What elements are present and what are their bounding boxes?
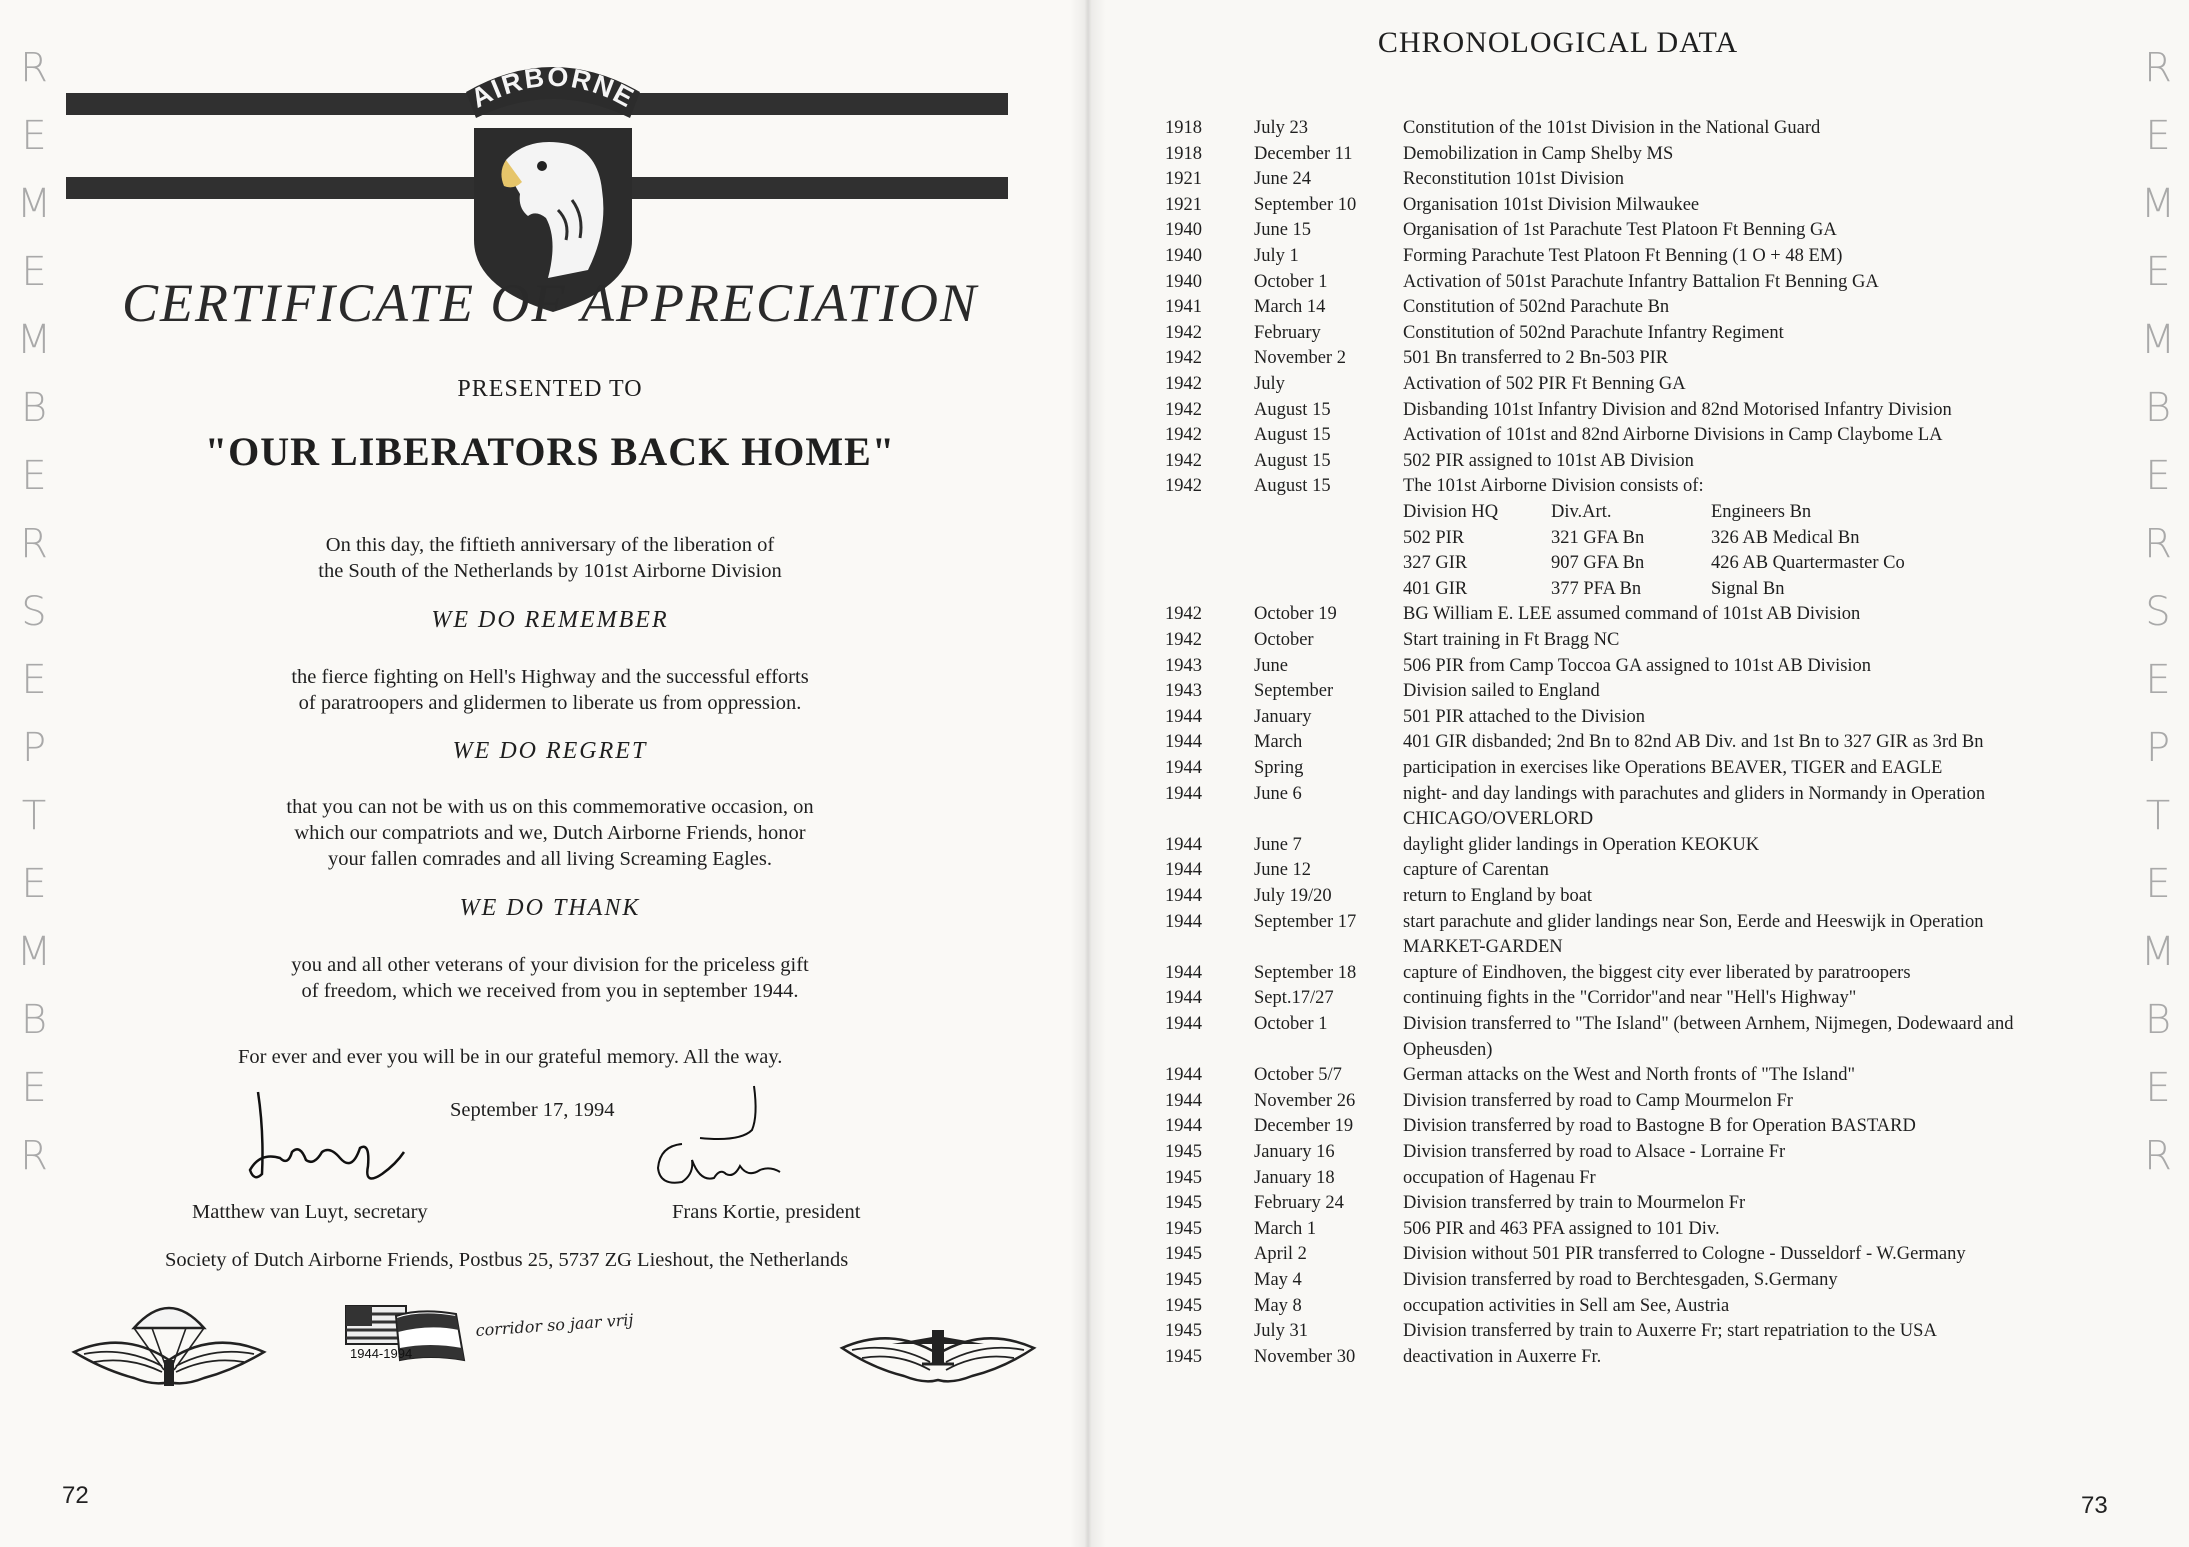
paragraph-line: you and all other veterans of your division for the priceless gift xyxy=(291,954,809,976)
division-unit: Signal Bn xyxy=(1711,578,1785,599)
certificate-title: CERTIFICATE OF APPRECIATION xyxy=(122,273,978,333)
chronology-date: Spring xyxy=(1254,758,1304,778)
chronology-date: July 1 xyxy=(1254,246,1299,266)
chronology-event: Opheusden) xyxy=(1403,1039,1493,1060)
division-unit: 326 AB Medical Bn xyxy=(1711,527,1860,548)
chronology-row xyxy=(0,912,2189,938)
side-letter: E xyxy=(21,657,47,703)
chronology-event: return to England by boat xyxy=(1403,886,1593,906)
division-composition-row xyxy=(0,553,2189,579)
side-letter: E xyxy=(2145,657,2171,703)
division-unit: 321 GFA Bn xyxy=(1551,527,1645,548)
chronology-date: May 4 xyxy=(1254,1270,1302,1290)
closing-line: For ever and ever you will be in our grateful memory. All the way. xyxy=(238,1046,783,1068)
chronology-date: January xyxy=(1254,706,1312,727)
chronology-event: Division transferred by train to Mourmelon Fr xyxy=(1403,1193,1746,1214)
chronology-year: 1942 xyxy=(1165,425,1202,446)
chronology-date: September 10 xyxy=(1254,194,1357,215)
chronology-event: Start training in Ft Bragg NC xyxy=(1403,630,1620,650)
chronology-event: continuing fights in the "Corridor"and near "Hell's Highway" xyxy=(1403,988,1857,1009)
chronology-event: 501 PIR attached to the Division xyxy=(1403,706,1646,727)
side-letter: M xyxy=(2140,181,2176,227)
chronology-year: 1940 xyxy=(1165,220,1202,241)
chronology-year: 1944 xyxy=(1165,783,1202,804)
chronology-event: Division without 501 PIR transferred to Cologne - Dusseldorf - W.Germany xyxy=(1403,1244,1966,1265)
chronology-row xyxy=(0,323,2189,349)
side-letter: R xyxy=(2144,45,2172,91)
chronology-date: November 30 xyxy=(1254,1346,1356,1367)
chronology-row xyxy=(0,451,2189,477)
chronology-row xyxy=(0,1219,2189,1245)
chronology-date: January 18 xyxy=(1254,1167,1335,1188)
chronology-event: 506 PIR from Camp Toccoa GA assigned to 101st AB Division xyxy=(1403,655,1872,676)
chronology-date: July 23 xyxy=(1254,118,1308,138)
heading-remember: WE DO REMEMBER xyxy=(431,607,669,633)
chronology-event: Activation of 101st and 82nd Airborne Divisions in Camp Claybome LA xyxy=(1403,425,1943,446)
chronology-year: 1944 xyxy=(1165,834,1202,855)
chronology-date: August 15 xyxy=(1254,425,1331,446)
chronology-year: 1941 xyxy=(1165,297,1202,318)
chronology-date: August 15 xyxy=(1254,450,1331,471)
side-letter: E xyxy=(21,1065,47,1111)
chronology-year: 1945 xyxy=(1165,1218,1202,1239)
paragraph-line: which our compatriots and we, Dutch Airborne Friends, honor xyxy=(294,822,806,844)
side-letter: E xyxy=(21,249,47,295)
chronology-row xyxy=(0,169,2189,195)
chronology-row xyxy=(0,348,2189,374)
chronology-title: CHRONOLOGICAL DATA xyxy=(1377,26,1739,59)
chronology-event: Division transferred by road to Bastogne B for Operation BASTARD xyxy=(1403,1116,1916,1137)
chronology-row xyxy=(0,1270,2189,1296)
chronology-event: Disbanding 101st Infantry Division and 82nd Motorised Infantry Division xyxy=(1403,399,1952,420)
heading-thank: WE DO THANK xyxy=(459,895,641,921)
chronology-date: July xyxy=(1254,374,1285,394)
division-unit: 426 AB Quartermaster Co xyxy=(1711,553,1905,574)
chronology-event: Constitution of the 101st Division in the National Guard xyxy=(1403,118,1821,138)
chronology-event: Constitution of 502nd Parachute Infantry Regiment xyxy=(1403,322,1784,343)
chronology-event: 501 Bn transferred to 2 Bn-503 PIR xyxy=(1403,348,1669,369)
chronology-date: June 12 xyxy=(1254,860,1312,881)
side-letter: R xyxy=(20,1133,48,1179)
chronology-row xyxy=(0,656,2189,682)
chronology-year: 1944 xyxy=(1165,706,1202,727)
chronology-year: 1942 xyxy=(1165,630,1202,650)
chronology-year: 1942 xyxy=(1165,604,1202,625)
chronology-row xyxy=(0,835,2189,861)
chronology-event: start parachute and glider landings near Son, Eerde and Heeswijk in Operation xyxy=(1403,911,1984,932)
side-letter: R xyxy=(2144,1133,2172,1179)
chronology-year: 1942 xyxy=(1165,450,1202,471)
chronology-event: night- and day landings with parachutes and gliders in Normandy in Operation xyxy=(1403,783,1986,804)
certificate-date: September 17, 1994 xyxy=(450,1099,615,1121)
chronology-date: March 14 xyxy=(1254,297,1326,318)
chronology-date: October 5/7 xyxy=(1254,1065,1342,1086)
chronology-date: October 19 xyxy=(1254,604,1337,625)
chronology-date: September xyxy=(1254,681,1334,702)
chronology-date: August 15 xyxy=(1254,476,1331,497)
chronology-row xyxy=(0,886,2189,912)
division-unit: 907 GFA Bn xyxy=(1551,553,1645,574)
chronology-event: German attacks on the West and North fronts of "The Island" xyxy=(1403,1065,1856,1086)
chronology-row xyxy=(0,1014,2189,1040)
chronology-row xyxy=(0,195,2189,221)
page-number-left: 72 xyxy=(62,1482,89,1509)
chronology-event: daylight glider landings in Operation KEOKUK xyxy=(1403,834,1760,855)
society-address: Society of Dutch Airborne Friends, Postbus 25, 5737 ZG Lieshout, the Netherlands xyxy=(165,1249,849,1271)
chronology-row xyxy=(0,272,2189,298)
chronology-row xyxy=(0,425,2189,451)
side-letter: R xyxy=(20,45,48,91)
division-unit: 327 GIR xyxy=(1403,553,1468,574)
chronology-row xyxy=(0,1244,2189,1270)
chronology-date: July 31 xyxy=(1254,1321,1308,1342)
chronology-year: 1940 xyxy=(1165,271,1202,292)
chronology-year: 1944 xyxy=(1165,1014,1202,1034)
paragraph-line: that you can not be with us on this commemorative occasion, on xyxy=(286,796,814,818)
chronology-event: Demobilization in Camp Shelby MS xyxy=(1403,143,1674,164)
svg-text:AIRBORNE xyxy=(466,62,640,114)
chronology-date: October xyxy=(1254,630,1314,650)
chronology-year: 1942 xyxy=(1165,476,1202,497)
presented-to-label: PRESENTED TO xyxy=(457,376,643,402)
chronology-event: capture of Eindhoven, the biggest city ever liberated by paratroopers xyxy=(1403,962,1911,983)
chronology-year: 1945 xyxy=(1165,1167,1202,1188)
side-letter: B xyxy=(20,997,48,1043)
chronology-row xyxy=(0,630,2189,656)
chronology-row xyxy=(0,681,2189,707)
chronology-year: 1943 xyxy=(1165,655,1202,676)
chronology-event: participation in exercises like Operations BEAVER, TIGER and EAGLE xyxy=(1403,758,1943,778)
chronology-row xyxy=(0,220,2189,246)
chronology-row xyxy=(0,476,2189,502)
chronology-date: September 18 xyxy=(1254,962,1357,983)
chronology-event: Division transferred by road to Alsace - Lorraine Fr xyxy=(1403,1142,1786,1162)
chronology-event: BG William E. LEE assumed command of 101st AB Division xyxy=(1403,604,1861,625)
chronology-row xyxy=(0,860,2189,886)
side-letter: R xyxy=(20,521,48,567)
signer-right-name: Frans Kortie, president xyxy=(672,1201,861,1223)
flag-caption: 1944-1994 xyxy=(350,1346,413,1361)
chronology-year: 1942 xyxy=(1165,348,1202,369)
side-letter: B xyxy=(2144,385,2172,431)
side-letter: M xyxy=(16,929,52,975)
chronology-row-continuation xyxy=(0,937,2189,963)
chronology-year: 1945 xyxy=(1165,1244,1202,1265)
paragraph-line: On this day, the fiftieth anniversary of the liberation of xyxy=(325,534,775,556)
side-letter: E xyxy=(2145,861,2171,907)
chronology-date: November 2 xyxy=(1254,348,1346,369)
chronology-row xyxy=(0,1321,2189,1347)
side-letter: M xyxy=(2140,317,2176,363)
side-letter: R xyxy=(2144,521,2172,567)
chronology-event: capture of Carentan xyxy=(1403,860,1549,881)
division-unit: Div.Art. xyxy=(1551,502,1612,522)
chronology-year: 1921 xyxy=(1165,169,1202,190)
chronology-date: March 1 xyxy=(1254,1218,1317,1239)
chronology-year: 1918 xyxy=(1165,118,1202,138)
side-letter: B xyxy=(20,385,48,431)
side-letter: S xyxy=(21,589,47,635)
chronology-date: June 15 xyxy=(1254,220,1312,241)
chronology-date: September 17 xyxy=(1254,911,1357,932)
chronology-row xyxy=(0,144,2189,170)
chronology-date: June 24 xyxy=(1254,169,1312,190)
side-letter: B xyxy=(2144,997,2172,1043)
chronology-row xyxy=(0,1142,2189,1168)
chronology-date: June 7 xyxy=(1254,834,1302,855)
emblem-tab-text: AIRBORNE xyxy=(466,61,641,114)
recipient-name: "OUR LIBERATORS BACK HOME" xyxy=(204,429,896,474)
side-letter: E xyxy=(2145,1065,2171,1111)
chronology-event: Organisation of 1st Parachute Test Platoon Ft Benning GA xyxy=(1403,220,1837,241)
chronology-event: deactivation in Auxerre Fr. xyxy=(1403,1346,1602,1367)
side-letter: M xyxy=(2140,929,2176,975)
side-letter: M xyxy=(16,181,52,227)
paragraph-line: the fierce fighting on Hell's Highway and the successful efforts xyxy=(291,666,809,688)
chronology-event: 502 PIR assigned to 101st AB Division xyxy=(1403,450,1694,471)
chronology-date: May 8 xyxy=(1254,1295,1302,1316)
chronology-row-continuation xyxy=(0,809,2189,835)
chronology-date: June 6 xyxy=(1254,783,1302,804)
chronology-year: 1945 xyxy=(1165,1346,1202,1367)
side-letter: M xyxy=(16,317,52,363)
side-letter: E xyxy=(21,861,47,907)
side-letter: T xyxy=(2145,793,2171,839)
chronology-date: December 19 xyxy=(1254,1116,1354,1137)
chronology-event: Activation of 501st Parachute Infantry Battalion Ft Benning GA xyxy=(1403,271,1879,292)
chronology-row xyxy=(0,1296,2189,1322)
paragraph-line: of paratroopers and glidermen to liberate us from oppression. xyxy=(298,692,802,714)
chronology-row xyxy=(0,1168,2189,1194)
chronology-year: 1944 xyxy=(1165,1116,1202,1137)
chronology-row xyxy=(0,1347,2189,1373)
chronology-year: 1944 xyxy=(1165,911,1202,932)
chronology-row xyxy=(0,707,2189,733)
chronology-date: Sept.17/27 xyxy=(1254,988,1334,1009)
chronology-year: 1945 xyxy=(1165,1193,1202,1214)
division-unit: Engineers Bn xyxy=(1711,502,1812,522)
paragraph-line: your fallen comrades and all living Screaming Eagles. xyxy=(327,848,773,870)
division-composition-row xyxy=(0,528,2189,554)
chronology-event: Activation of 502 PIR Ft Benning GA xyxy=(1403,374,1686,394)
chronology-year: 1942 xyxy=(1165,399,1202,420)
chronology-date: April 2 xyxy=(1254,1244,1307,1265)
chronology-year: 1940 xyxy=(1165,246,1202,266)
side-letter: E xyxy=(2145,453,2171,499)
chronology-event: Division transferred by road to Berchtesgaden, S.Germany xyxy=(1403,1270,1838,1290)
chronology-event: occupation of Hagenau Fr xyxy=(1403,1167,1596,1188)
chronology-row xyxy=(0,1193,2189,1219)
side-letter: E xyxy=(21,113,47,159)
chronology-date: October 1 xyxy=(1254,271,1328,292)
chronology-date: November 26 xyxy=(1254,1090,1356,1111)
chronology-row xyxy=(0,784,2189,810)
chronology-event: Reconstitution 101st Division xyxy=(1403,169,1624,190)
chronology-year: 1944 xyxy=(1165,1065,1202,1086)
side-letter: E xyxy=(21,453,47,499)
chronology-row xyxy=(0,246,2189,272)
chronology-year: 1945 xyxy=(1165,1295,1202,1316)
division-composition-row xyxy=(0,579,2189,605)
side-letter: E xyxy=(2145,113,2171,159)
chronology-row xyxy=(0,732,2189,758)
chronology-event: Division transferred by road to Camp Mourmelon Fr xyxy=(1403,1090,1793,1111)
chronology-row xyxy=(0,1091,2189,1117)
chronology-row xyxy=(0,297,2189,323)
chronology-row xyxy=(0,118,2189,144)
chronology-row xyxy=(0,988,2189,1014)
chronology-row xyxy=(0,374,2189,400)
handwritten-note: corridor so jaar vrij xyxy=(474,1310,634,1340)
chronology-year: 1944 xyxy=(1165,860,1202,881)
paragraph-line: of freedom, which we received from you in september 1944. xyxy=(301,980,799,1002)
chronology-year: 1944 xyxy=(1165,732,1202,753)
chronology-event: Forming Parachute Test Platoon Ft Benning (1 O + 48 EM) xyxy=(1403,246,1843,266)
chronology-year: 1918 xyxy=(1165,143,1202,164)
side-letter: S xyxy=(2145,589,2171,635)
division-unit: 502 PIR xyxy=(1403,527,1465,548)
chronology-year: 1944 xyxy=(1165,758,1202,778)
chronology-event: Constitution of 502nd Parachute Bn xyxy=(1403,297,1670,318)
chronology-year: 1942 xyxy=(1165,322,1202,343)
chronology-event: 506 PIR and 463 PFA assigned to 101 Div. xyxy=(1403,1218,1720,1239)
chronology-date: July 19/20 xyxy=(1254,886,1332,906)
side-letter: T xyxy=(21,793,47,839)
division-unit: Division HQ xyxy=(1403,502,1499,522)
signer-left-name: Matthew van Luyt, secretary xyxy=(192,1201,428,1223)
chronology-year: 1945 xyxy=(1165,1270,1202,1290)
heading-regret: WE DO REGRET xyxy=(452,738,648,764)
chronology-row-continuation xyxy=(0,1040,2189,1066)
chronology-date: June xyxy=(1254,655,1288,676)
paragraph-line: the South of the Netherlands by 101st Airborne Division xyxy=(318,560,782,582)
chronology-date: March xyxy=(1254,732,1303,753)
chronology-year: 1921 xyxy=(1165,194,1202,215)
chronology-event: CHICAGO/OVERLORD xyxy=(1403,809,1594,830)
chronology-row xyxy=(0,1116,2189,1142)
chronology-year: 1942 xyxy=(1165,374,1202,394)
chronology-row xyxy=(0,1065,2189,1091)
chronology-row xyxy=(0,758,2189,784)
chronology-date: December 11 xyxy=(1254,143,1353,164)
page-number-right: 73 xyxy=(2081,1492,2108,1519)
chronology-date: August 15 xyxy=(1254,399,1331,420)
side-letter: E xyxy=(2145,249,2171,295)
chronology-row xyxy=(0,963,2189,989)
chronology-year: 1944 xyxy=(1165,886,1202,906)
chronology-event: The 101st Airborne Division consists of: xyxy=(1403,476,1704,497)
chronology-event: 401 GIR disbanded; 2nd Bn to 82nd AB Div. and 1st Bn to 327 GIR as 3rd Bn xyxy=(1403,732,1984,753)
side-letter: P xyxy=(21,725,47,771)
chronology-year: 1945 xyxy=(1165,1321,1202,1342)
division-unit: 377 PFA Bn xyxy=(1551,578,1642,599)
side-letter: P xyxy=(2145,725,2171,771)
chronology-event: Organisation 101st Division Milwaukee xyxy=(1403,194,1700,215)
chronology-year: 1945 xyxy=(1165,1142,1202,1162)
division-unit: 401 GIR xyxy=(1403,578,1468,599)
chronology-row xyxy=(0,400,2189,426)
chronology-year: 1944 xyxy=(1165,1090,1202,1111)
chronology-date: February xyxy=(1254,322,1321,343)
chronology-event: MARKET-GARDEN xyxy=(1403,937,1563,958)
chronology-year: 1944 xyxy=(1165,988,1202,1009)
chronology-date: February 24 xyxy=(1254,1193,1344,1214)
chronology-event: Division sailed to England xyxy=(1403,681,1600,702)
chronology-event: occupation activities in Sell am See, Austria xyxy=(1403,1295,1730,1316)
chronology-year: 1943 xyxy=(1165,681,1202,702)
division-composition-row xyxy=(0,502,2189,528)
chronology-date: January 16 xyxy=(1254,1142,1335,1162)
chronology-date: October 1 xyxy=(1254,1014,1328,1034)
chronology-row xyxy=(0,604,2189,630)
chronology-event: Division transferred by train to Auxerre Fr; start repatriation to the USA xyxy=(1403,1321,1937,1342)
chronology-year: 1944 xyxy=(1165,962,1202,983)
chronology-event: Division transferred to "The Island" (between Arnhem, Nijmegen, Dodewaard and xyxy=(1403,1014,2014,1034)
